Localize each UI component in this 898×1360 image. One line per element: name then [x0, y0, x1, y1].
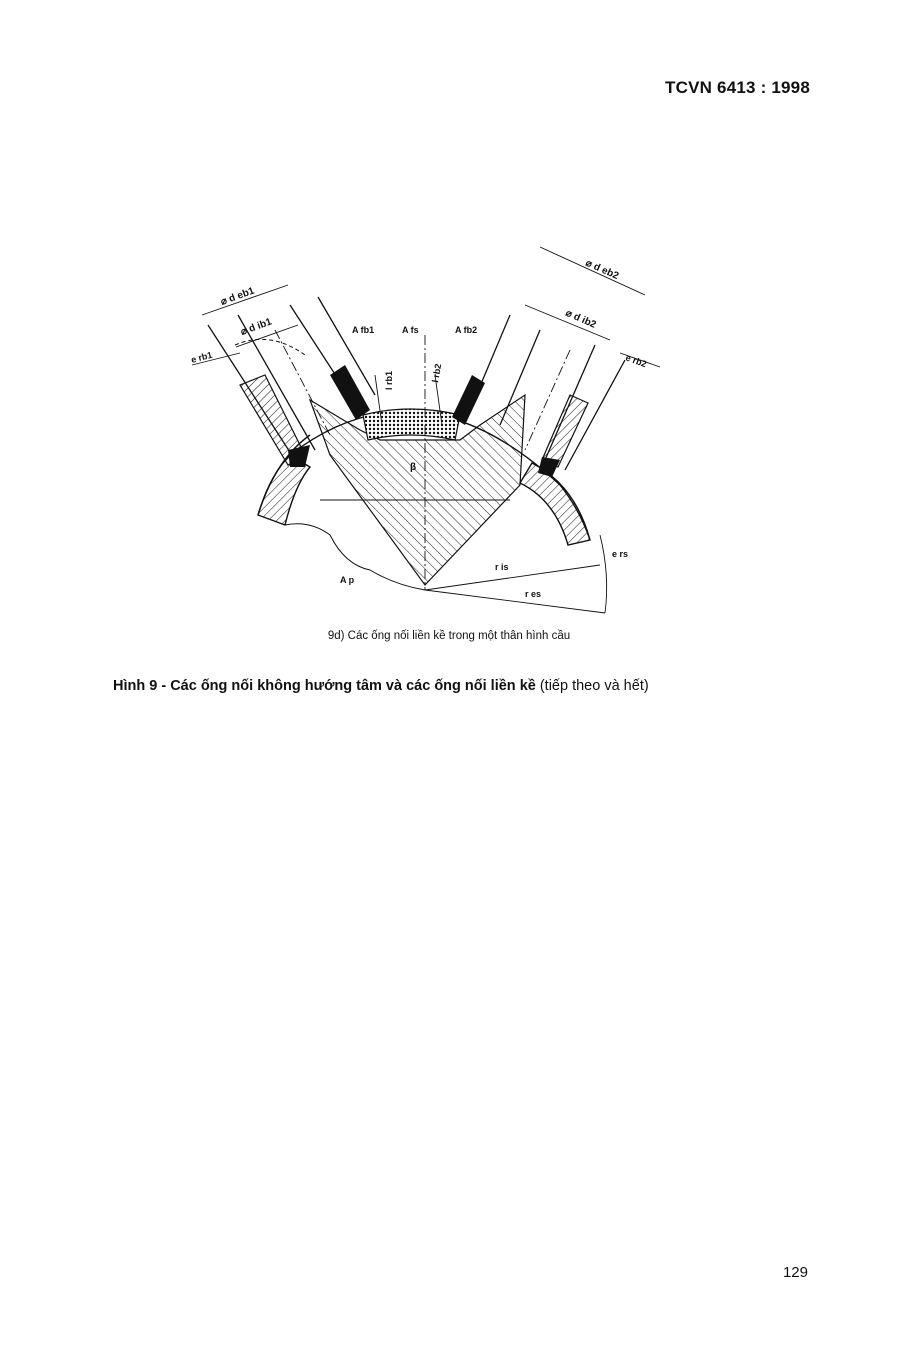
- shell-wall-right: [520, 463, 590, 545]
- label-d-ib2: ⌀ d ib2: [563, 307, 598, 331]
- label-r-is: r is: [495, 562, 509, 572]
- label-e-rb2: e rb2: [624, 352, 648, 370]
- label-d-ib1: ⌀ d ib1: [239, 316, 274, 338]
- dotted-shell-section: [363, 409, 460, 440]
- label-beta: β: [410, 462, 417, 473]
- label-e-rb1: e rb1: [189, 349, 214, 365]
- figure-caption: [113, 678, 649, 694]
- standard-code: TCVN 6413 : 1998: [665, 78, 810, 97]
- label-e-rs: e rs: [612, 549, 629, 559]
- caption-normal: (tiếp theo và hết): [535, 678, 649, 694]
- label-l-rb1: l rb1: [384, 370, 394, 390]
- nozzle-figure: [180, 235, 680, 625]
- label-a-fb1: A fb1: [352, 325, 375, 335]
- label-a-p: A p: [340, 575, 355, 585]
- label-a-fs: A fs: [402, 325, 419, 335]
- figure-subcaption: 9d) Các ống nối liền kề trong một thân hình cầu: [327, 630, 571, 642]
- label-l-rb2: l rb2: [430, 362, 444, 384]
- label-d-eb1: ⌀ d eb1: [219, 285, 256, 308]
- nozzle-diagram: [180, 235, 680, 625]
- caption-bold: Hình 9 - Các ống nối không hướng tâm và các ống nối liền kề: [113, 678, 536, 694]
- label-a-fb2: A fb2: [455, 325, 478, 335]
- label-d-eb2: ⌀ d eb2: [583, 257, 621, 282]
- label-r-es: r es: [525, 589, 542, 599]
- page-number: 129: [782, 1264, 808, 1281]
